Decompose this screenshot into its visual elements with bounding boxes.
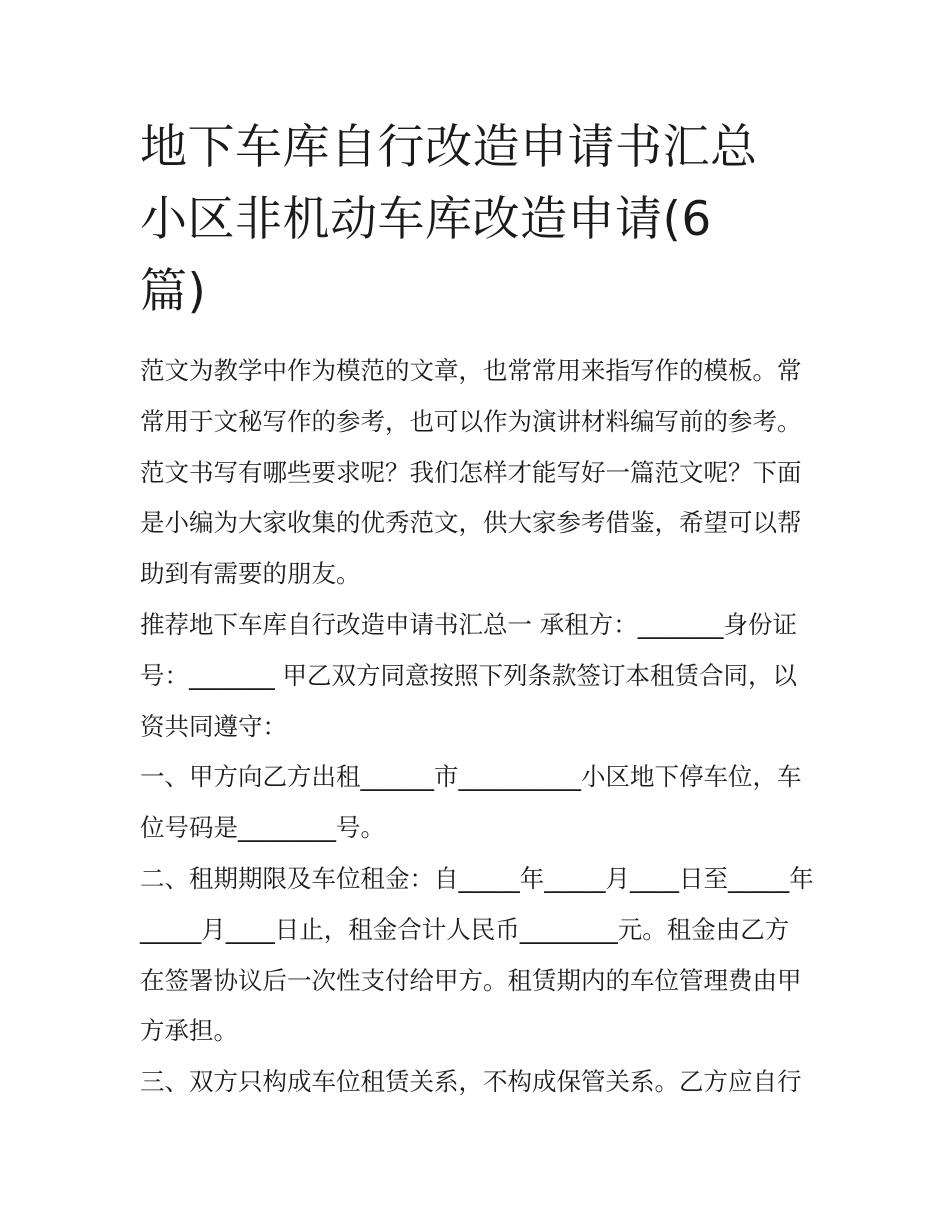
text-line: 是小编为大家收集的优秀范文，供大家参考借鉴，希望可以帮: [140, 508, 802, 538]
text-line: 三、双方只构成车位租赁关系，不构成保管关系。乙方应自行: [140, 1067, 802, 1097]
clause-1-paragraph: [140, 752, 812, 854]
text-line: 位号码是________号。: [140, 813, 385, 843]
clause-3-paragraph: [140, 1057, 812, 1108]
text-line: 一、甲方向乙方出租______市__________小区地下停车位，车: [140, 762, 802, 792]
document-title: [140, 112, 812, 328]
text-line: 号：_______ 甲乙双方同意按照下列条款签订本租赁合同，以: [140, 660, 798, 690]
text-line: 方承担。: [140, 1016, 238, 1046]
text-line: 常用于文秘写作的参考，也可以作为演讲材料编写前的参考。: [140, 406, 802, 436]
title-line-1: 地下车库自行改造申请书汇总: [140, 120, 758, 175]
text-line: _____月____日止，租金合计人民币________元。租金由乙方: [140, 914, 790, 944]
contract-intro-paragraph: [140, 600, 812, 752]
text-line: 在签署协议后一次性支付给甲方。租赁期内的车位管理费由甲: [140, 965, 802, 995]
text-line: 推荐地下车库自行改造申请书汇总一 承租方：_______身份证: [140, 609, 798, 639]
text-line: 助到有需要的朋友。: [140, 559, 361, 589]
title-line-3: 篇): [140, 264, 207, 319]
title-line-2: 小区非机动车库改造申请(6: [140, 192, 712, 247]
intro-paragraph: [140, 346, 812, 600]
clause-2-paragraph: [140, 854, 812, 1057]
text-line: 二、租期期限及车位租金：自_____年_____月____日至_____年: [140, 863, 814, 893]
document-page: [140, 112, 812, 1108]
text-line: 范文书写有哪些要求呢？我们怎样才能写好一篇范文呢？下面: [140, 457, 802, 487]
document-body: [140, 346, 812, 1108]
text-line: 资共同遵守：: [140, 711, 287, 741]
text-line: 范文为教学中作为模范的文章，也常常用来指写作的模板。常: [140, 356, 802, 385]
